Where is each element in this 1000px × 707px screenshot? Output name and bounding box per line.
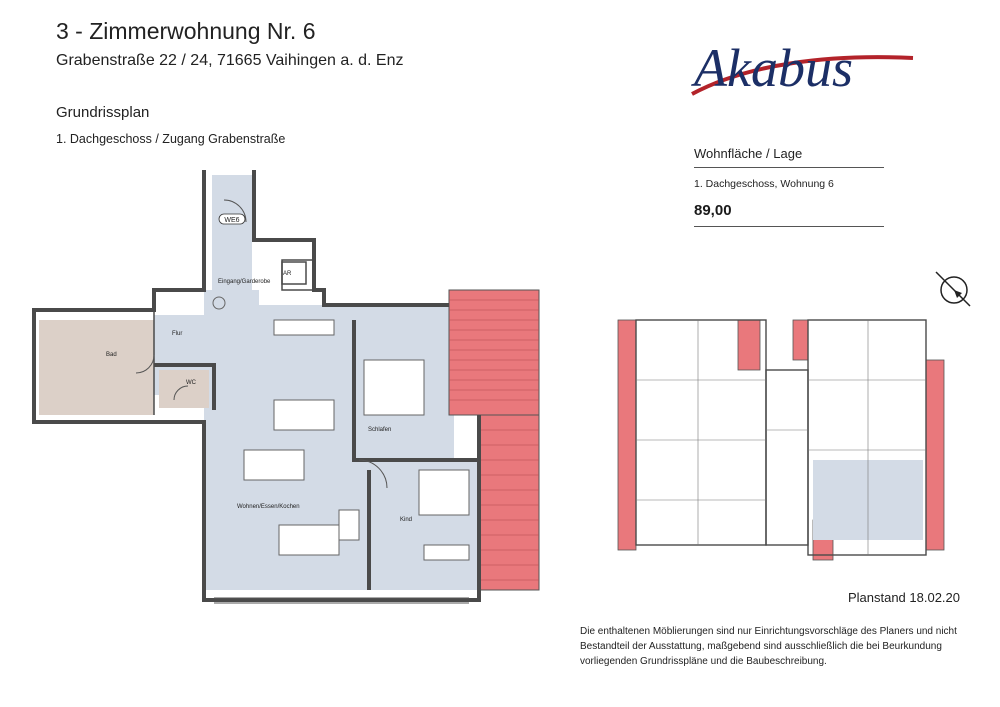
room-living: Wohnen/Essen/Kochen <box>237 504 300 510</box>
room-entrance: Eingang/Garderobe <box>218 279 271 285</box>
disclaimer: Die enthaltenen Möblierungen sind nur Einrichtungsvorschläge des Planers und nicht Bestandteil der Ausstattung, maßgebend sind ausschließlich die bei Beurkundung vorliegenden Grundrisspläne und die Baubeschreibung. <box>580 626 957 667</box>
room-hall: Flur <box>172 331 183 337</box>
room-storage: AR <box>283 271 292 277</box>
building-overview-plan <box>608 300 978 570</box>
room-wc: WC <box>186 380 196 386</box>
floor-access: 1. Dachgeschoss / Zugang Grabenstraße <box>56 132 286 146</box>
info-heading: Wohnfläche / Lage <box>694 146 884 168</box>
plan-status: Planstand 18.02.20 <box>847 590 960 605</box>
floor-plan <box>14 160 574 620</box>
plan-heading: Grundrissplan <box>56 104 150 121</box>
unit-tag: WE6 <box>224 217 240 224</box>
info-panel <box>694 146 884 227</box>
info-floor-unit: 1. Dachgeschoss, Wohnung 6 <box>694 178 834 190</box>
info-area: 89,00 <box>694 190 884 227</box>
room-bedroom: Schlafen <box>368 427 392 433</box>
logo-text: Akabus <box>694 38 853 98</box>
page-title: 3 - Zimmerwohnung Nr. 6 <box>56 18 316 44</box>
akabus-logo <box>688 24 923 104</box>
address: Grabenstraße 22 / 24, 71665 Vaihingen a. d. Enz <box>56 52 404 69</box>
room-bath: Bad <box>106 352 117 358</box>
room-child: Kind <box>400 517 413 523</box>
